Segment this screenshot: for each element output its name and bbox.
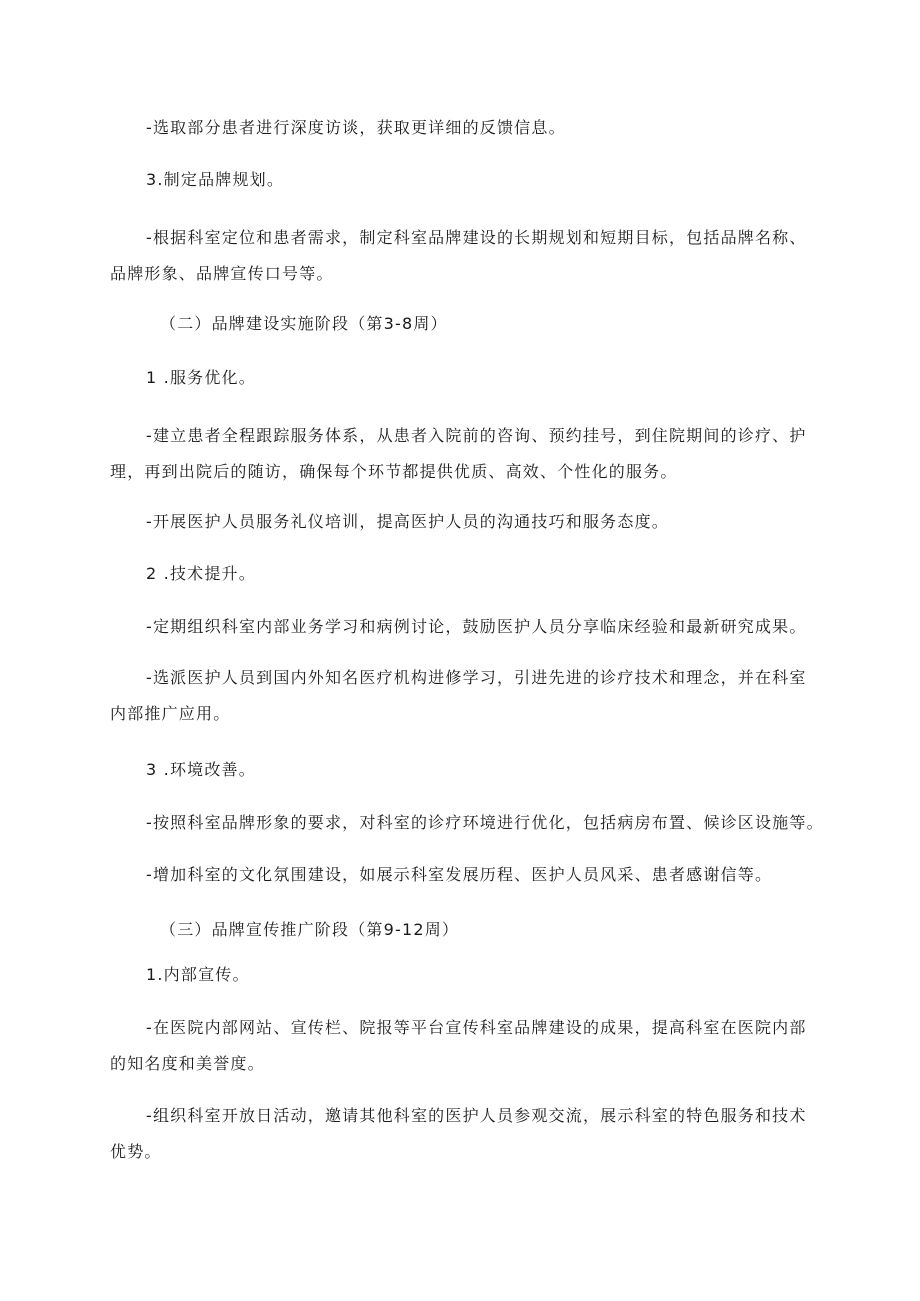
paragraph-line: 3 .环境改善。 [146,760,256,779]
paragraph-open-day [110,1098,807,1170]
heading-internal-promotion [146,965,250,985]
section-heading-implementation [160,314,448,334]
section-heading-promotion [160,920,459,940]
paragraph-line: -选取部分患者进行深度访谈，获取更详细的反馈信息。 [146,118,566,137]
paragraph-internal-channels [110,1010,807,1082]
paragraph-line: -定期组织科室内部业务学习和病例讨论，鼓励医护人员分享临床经验和最新研究成果。 [146,617,807,636]
paragraph-line: （三）品牌宣传推广阶段（第9-12周） [160,920,460,939]
paragraph-line: 理，再到出院后的随访，确保每个环节都提供优质、高效、个性化的服务。 [110,462,678,481]
paragraph-line: -组织科室开放日活动，邀请其他科室的医护人员参观交流，展示科室的特色服务和技术 [146,1106,807,1125]
heading-technology-improvement [146,564,256,584]
paragraph-regular-learning [146,617,807,637]
paragraph-line: 2 .技术提升。 [146,564,256,583]
paragraph-advanced-study [110,660,807,732]
paragraph-line: 品牌形象、品牌宣传口号等。 [110,264,334,283]
paragraph-etiquette-training [146,512,669,532]
paragraph-brand-planning [110,220,807,292]
paragraph-culture-building [146,865,772,885]
paragraph-environment-optimization [146,813,824,833]
paragraph-line: 优势。 [110,1142,162,1161]
paragraph-line: 1 .服务优化。 [146,368,256,387]
heading-brand-planning [146,170,284,190]
paragraph-line: -开展医护人员服务礼仪培训，提高医护人员的沟通技巧和服务态度。 [146,512,669,531]
heading-environment-improvement [146,760,256,780]
paragraph-line: -根据科室定位和患者需求，制定科室品牌建设的长期规划和短期目标，包括品牌名称、 [146,228,807,247]
paragraph-line: -按照科室品牌形象的要求，对科室的诊疗环境进行优化，包括病房布置、候诊区设施等。 [146,813,824,832]
paragraph-interview [146,118,566,138]
paragraph-line: 内部推广应用。 [110,704,231,723]
heading-service-optimization [146,368,256,388]
paragraph-line: -选派医护人员到国内外知名医疗机构进修学习，引进先进的诊疗技术和理念，并在科室 [146,668,807,687]
paragraph-line: 3.制定品牌规划。 [146,170,285,189]
paragraph-line: 1.内部宣传。 [146,965,250,984]
paragraph-line: -在医院内部网站、宣传栏、院报等平台宣传科室品牌建设的成果，提高科室在医院内部 [146,1018,807,1037]
paragraph-line: （二）品牌建设实施阶段（第3-8周） [160,314,448,333]
paragraph-line: -增加科室的文化氛围建设，如展示科室发展历程、医护人员风采、患者感谢信等。 [146,865,773,884]
paragraph-line: -建立患者全程跟踪服务体系，从患者入院前的咨询、预约挂号，到住院期间的诊疗、护 [146,426,807,445]
paragraph-service-system [110,418,807,490]
paragraph-line: 的知名度和美誉度。 [110,1054,265,1073]
